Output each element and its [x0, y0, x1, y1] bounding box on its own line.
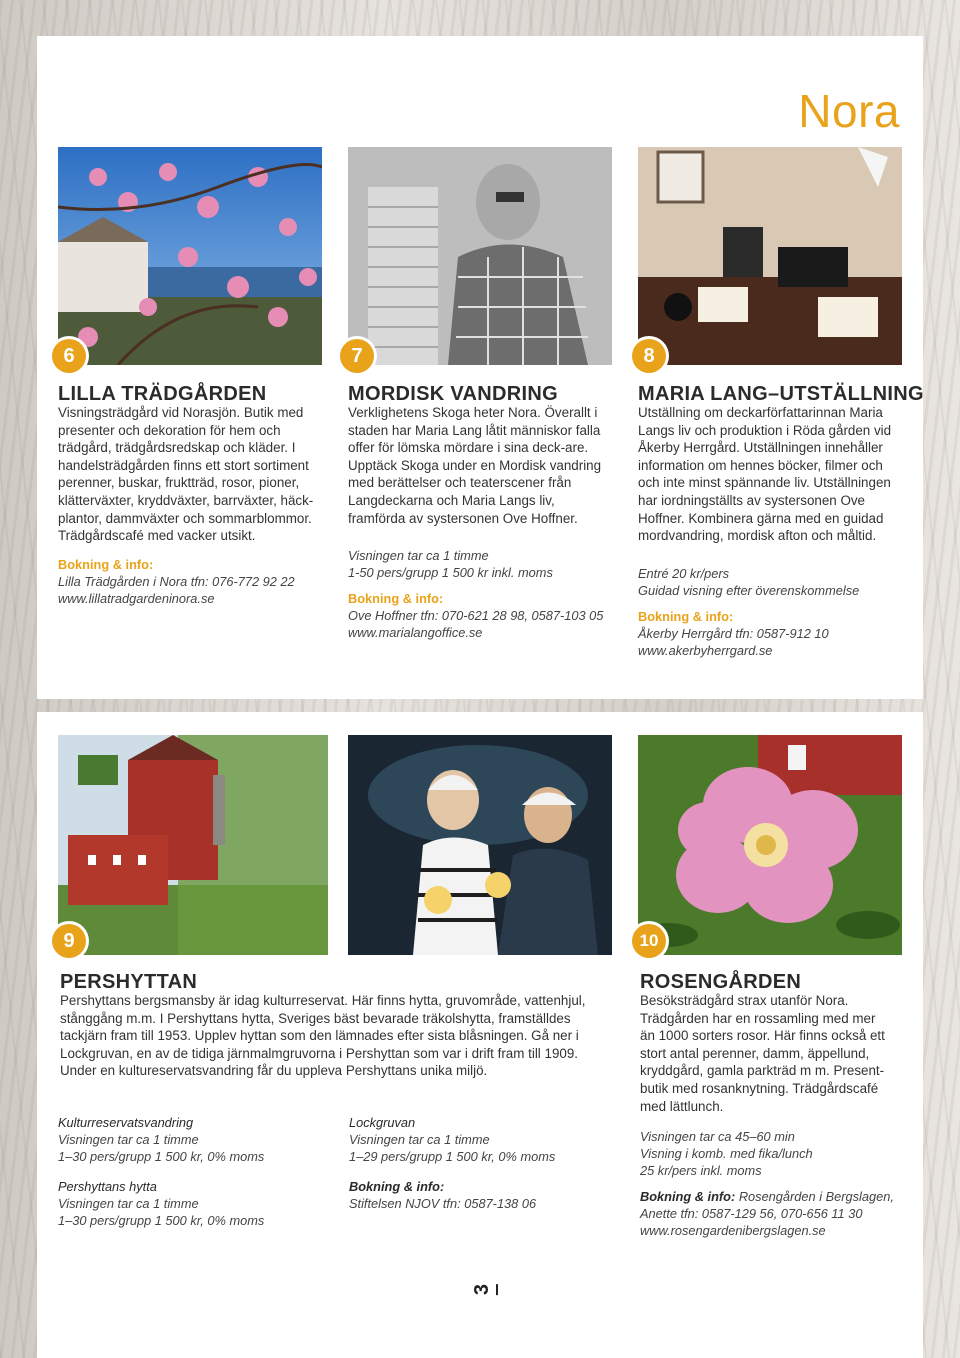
photo-desk: [638, 147, 902, 365]
booking-link-8[interactable]: www.akerbyherrgard.se: [638, 643, 773, 658]
sub-line-lock-2: 1–29 pers/grupp 1 500 kr, 0% moms: [349, 1149, 556, 1164]
booking-line-7-1: Ove Hoffner tfn: 070-621 28 98, 0587-103 05: [348, 608, 604, 623]
booking-link-7[interactable]: www.marialangoffice.se: [348, 625, 483, 640]
extra-line-7-1: Visningen tar ca 1 timme: [348, 548, 489, 563]
text-pershyttan: Pershyttans bergsmansby är idag kulturreservat. Här finns hytta, gruvområde, vattenhjul, stånggång m.m. I Pershyttans hytta, Sveriges bäst bevarade träkolshytta, framställdes tackjärn fram till 1953. Upplev hyttan som den lämnades efter sista blåsningen. Gå ner i Lockgruvan, en av de tidiga järnmalmgruvorna i Pershyttan som var i drift fram till 1909. Under en kultureservatsvandring får du uppleva Pershyttans unika miljö.: [60, 993, 586, 1079]
badge-7: 7: [340, 339, 374, 373]
heading-pershyttan: PERSHYTTAN: [60, 971, 198, 993]
heading-lilla-tradgarden: LILLA TRÄDGÅRDEN: [58, 383, 267, 405]
booking-label-10: Bokning & info:: [640, 1189, 736, 1204]
booking-rest-10: Rosengården i Bergslagen,: [738, 1189, 894, 1204]
booking-line-10-1: Anette tfn: 0587-129 56, 070-656 11 30: [640, 1206, 863, 1221]
text-mordisk-vandring: Verklighetens Skoga heter Nora. Överallt i staden har Maria Lang låtit människor falla offer för lömska mördare i sina deck-are. Upptäck Skoga under en Mordisk vandring med berättelser och teaterscener från Langdeckarna och Maria Langs liv, framförda av systersonen Ove Hoffner.: [348, 405, 602, 526]
text-maria-lang: Utställning om deckarförfattarinnan Maria Langs liv och produktion i Röda gården vid Åkerby Herrgård. Utställningen innehåller information om hennes böcker, filmer och och inte minst spännande liv. Utställningen har iordningställts av systersonen Ove Hoffner. Kombinera gärna med en guidad mordvandring, mordisk afton och måltid.: [638, 405, 892, 544]
info-mordisk-vandring: [348, 547, 603, 641]
info-lilla-tradgarden: [58, 556, 295, 607]
booking-label-8: Bokning & info:: [638, 609, 734, 624]
photo-pershyttan: [58, 735, 328, 955]
sub-title-hytta: Pershyttans hytta: [58, 1179, 157, 1194]
booking-line-6-1: Lilla Trädgården i Nora tfn: 076-772 92 22: [58, 574, 295, 589]
photo-mine-visitors: [348, 735, 612, 955]
booking-label-6: Bokning & info:: [58, 557, 154, 572]
sub-block-booking-9: [349, 1178, 536, 1212]
sub-title-lockgruvan: Lockgruvan: [349, 1115, 416, 1130]
heading-mordisk-vandring: MORDISK VANDRING: [348, 383, 558, 405]
sub-line-lock-1: Visningen tar ca 1 timme: [349, 1132, 490, 1147]
info-maria-lang: [638, 565, 859, 659]
sub-block-hytta: [58, 1178, 264, 1229]
extra-line-10-2: Visning i komb. med fika/lunch: [640, 1146, 813, 1161]
badge-9: 9: [52, 924, 86, 958]
booking-link-10[interactable]: www.rosengardenibergslagen.se: [640, 1223, 826, 1238]
badge-6: 6: [52, 339, 86, 373]
booking-line-9-1: Stiftelsen NJOV tfn: 0587-138 06: [349, 1196, 537, 1211]
booking-label-9: Bokning & info:: [349, 1179, 445, 1194]
text-lilla-tradgarden: Visningsträdgård vid Norasjön. Butik med presenter och dekoration för hem och trädgård, trädgårdsredskap och kläder. I handelsträdgården finns ett stort sortiment perenner, buskar, fruktträd, rosor, pioner, klätterväxter, kryddväxter, barrväxter, häck-plantor, dammväxter och sommarblommor. Trädgårdscafé med vacker utsikt.: [58, 405, 314, 544]
sub-line-kultur-1: Visningen tar ca 1 timme: [58, 1132, 199, 1147]
sub-line-hytta-2: 1–30 pers/grupp 1 500 kr, 0% moms: [58, 1213, 265, 1228]
photo-portrait: [348, 147, 612, 365]
booking-line-8-1: Åkerby Herrgård tfn: 0587-912 10: [638, 626, 829, 641]
heading-maria-lang: MARIA LANG–UTSTÄLLNING: [638, 383, 924, 405]
booking-label-7: Bokning & info:: [348, 591, 444, 606]
badge-10: 10: [632, 924, 666, 958]
badge-8: 8: [632, 339, 666, 373]
page-title: Nora: [798, 85, 900, 137]
extra-line-10-1: Visningen tar ca 45–60 min: [640, 1129, 795, 1144]
page-number: 3: [471, 1284, 498, 1295]
extra-line-8-1: Entré 20 kr/pers: [638, 566, 730, 581]
extra-line-7-2: 1-50 pers/grupp 1 500 kr inkl. moms: [348, 565, 553, 580]
extra-line-10-3: 25 kr/pers inkl. moms: [640, 1163, 762, 1178]
text-rosengarden: Besöksträdgård strax utanför Nora. Trädgården har en rossamling med mer än 1000 sorters rosor. Här finns också ett stort antal perenner, damm, äppellund, kryddgård, gamla parkträd m m. Present-butik med rosanknytning. Trädgårdscafé med lättlunch.: [640, 993, 885, 1114]
sub-title-kulturreservat: Kulturreservatsvandring: [58, 1115, 194, 1130]
photo-blossoms: [58, 147, 322, 365]
heading-rosengarden: ROSENGÅRDEN: [640, 971, 802, 993]
extra-line-8-2: Guidad visning efter överenskommelse: [638, 583, 860, 598]
booking-link-6[interactable]: www.lillatradgardeninora.se: [58, 591, 215, 606]
sub-block-lockgruvan: [349, 1114, 555, 1165]
sub-line-kultur-2: 1–30 pers/grupp 1 500 kr, 0% moms: [58, 1149, 265, 1164]
sub-line-hytta-1: Visningen tar ca 1 timme: [58, 1196, 199, 1211]
info-rosengarden: [640, 1128, 894, 1239]
sub-block-kulturreservat: [58, 1114, 264, 1165]
photo-rose: [638, 735, 902, 955]
